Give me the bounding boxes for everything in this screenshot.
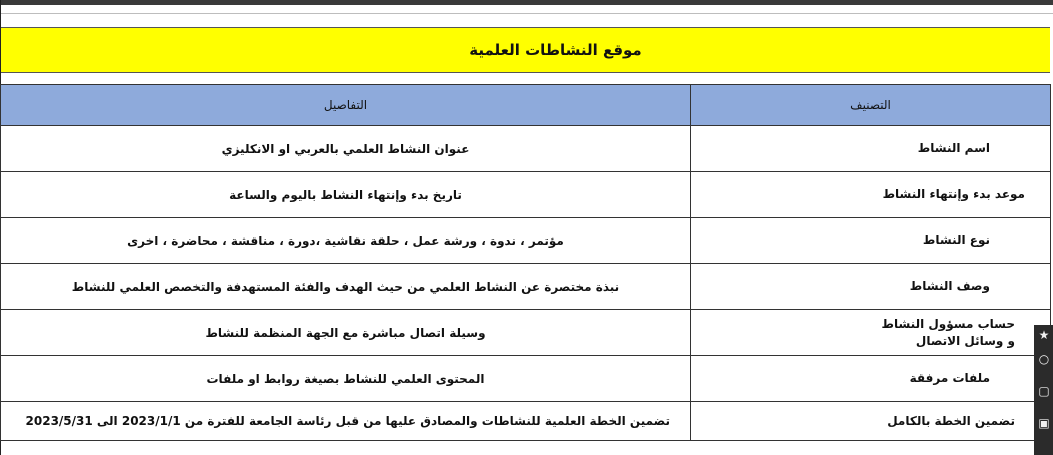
table-row bbox=[1, 310, 1051, 356]
category-text: نوع النشاط bbox=[922, 233, 990, 247]
category-cell bbox=[691, 126, 1051, 172]
details-text: وسيلة اتصال مباشرة مع الجهة المنظمة للنشاط bbox=[205, 325, 486, 340]
table-row bbox=[1, 126, 1051, 172]
category-cell bbox=[691, 264, 1051, 310]
activities-table bbox=[0, 84, 1051, 441]
details-cell bbox=[1, 402, 691, 441]
category-cell bbox=[691, 402, 1051, 441]
category-text: اسم النشاط bbox=[917, 141, 990, 155]
category-text: وصف النشاط bbox=[909, 279, 990, 293]
details-text: تاريخ بدء وإنتهاء النشاط باليوم والساعة bbox=[229, 187, 462, 202]
header-details: التفاصيل bbox=[1, 85, 691, 126]
image-icon[interactable]: ▣ bbox=[1038, 416, 1050, 430]
details-cell bbox=[1, 310, 691, 356]
details-cell bbox=[1, 356, 691, 402]
top-divider bbox=[0, 13, 1053, 14]
star-icon[interactable]: ★ bbox=[1038, 328, 1050, 342]
details-text: المحتوى العلمي للنشاط بصيغة روابط او ملفات bbox=[206, 371, 485, 386]
category-text: ملفات مرفقة bbox=[909, 371, 990, 385]
window-top-bar bbox=[0, 0, 1053, 5]
table-row bbox=[1, 264, 1051, 310]
category-cell bbox=[691, 356, 1051, 402]
page-title: موقع النشاطات العلمية bbox=[469, 41, 642, 59]
title-band bbox=[1, 27, 1050, 73]
category-text-line1: حساب مسؤول النشاط bbox=[881, 316, 1015, 331]
details-text: تضمين الخطة العلمية للنشاطات والمصادق عليها من قبل رئاسة الجامعة للفترة من 2023/1/1 الى 2023/5/31 bbox=[25, 414, 670, 428]
details-cell bbox=[1, 218, 691, 264]
category-text-line2: و وسائل الاتصال bbox=[915, 333, 1015, 348]
circle-icon[interactable]: ○ bbox=[1038, 352, 1050, 366]
header-category: التصنيف bbox=[691, 85, 1051, 126]
table-row bbox=[1, 356, 1051, 402]
table-row bbox=[1, 402, 1051, 441]
square-icon[interactable]: ▢ bbox=[1038, 384, 1050, 398]
category-text: موعد بدء وإنتهاء النشاط bbox=[882, 187, 1025, 201]
details-text: عنوان النشاط العلمي بالعربي او الانكليزي bbox=[221, 141, 470, 156]
category-text: تضمين الخطة بالكامل bbox=[887, 413, 1015, 428]
category-cell bbox=[691, 172, 1051, 218]
details-text: مؤتمر ، ندوة ، ورشة عمل ، حلقة نقاشية ،دورة ، مناقشة ، محاضرة ، اخرى bbox=[127, 233, 564, 248]
details-text: نبذة مختصرة عن النشاط العلمي من حيث الهدف والفئة المستهدفة والتخصص العلمي للنشاط bbox=[71, 279, 620, 294]
category-cell bbox=[691, 310, 1051, 356]
category-cell bbox=[691, 218, 1051, 264]
details-cell bbox=[1, 172, 691, 218]
table-header-row bbox=[1, 85, 1051, 126]
table-row bbox=[1, 218, 1051, 264]
table-row bbox=[1, 172, 1051, 218]
details-cell bbox=[1, 126, 691, 172]
details-cell bbox=[1, 264, 691, 310]
